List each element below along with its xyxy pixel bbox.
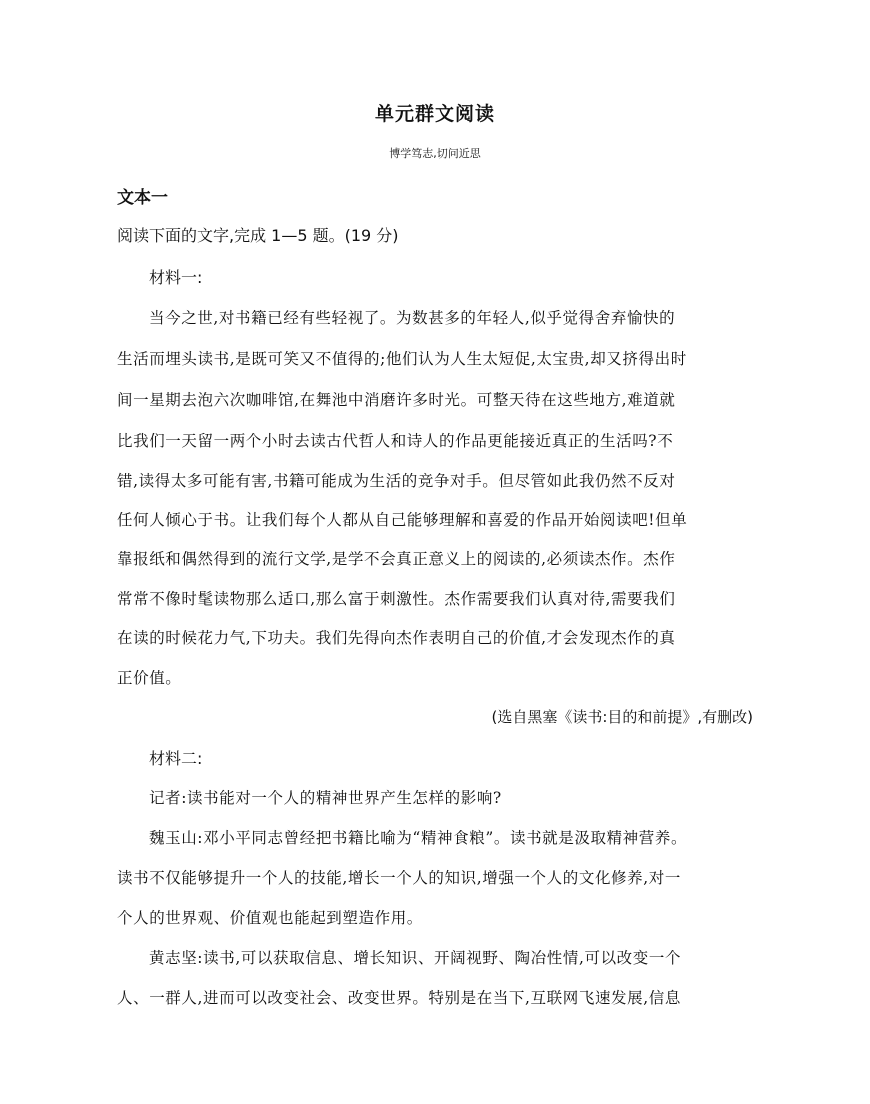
material-2-line: 个人的世界观、价值观也能起到塑造作用。 [117, 909, 423, 927]
material-1-line: 间一星期去泡六次咖啡馆,在舞池中消磨许多时光。可整天待在这些地方,难道就 [117, 391, 676, 409]
material-1-line: 常常不像时髦读物那么适口,那么富于刺激性。杰作需要我们认真对待,需要我们 [117, 590, 676, 608]
material-2-line: 魏玉山:邓小平同志曾经把书籍比喻为“精神食粮”。读书就是汲取精神营养。 [149, 829, 688, 847]
material-1-line: 在读的时候花力气,下功夫。我们先得向杰作表明自己的价值,才会发现杰作的真 [117, 629, 676, 647]
material-1-line: 任何人倾心于书。让我们每个人都从自己能够理解和喜爱的作品开始阅读吧!但单 [117, 511, 688, 529]
material-1-line: 生活而埋头读书,是既可笑又不值得的;他们认为人生太短促,太宝贵,却又挤得出时 [117, 350, 687, 368]
material-1-line: 当今之世,对书籍已经有些轻视了。为数甚多的年轻人,似乎觉得舍弃愉快的 [149, 309, 676, 327]
reading-instruction: 阅读下面的文字,完成 1—5 题。(19 分) [117, 226, 399, 245]
material-1-line: 比我们一天留一两个小时去读古代哲人和诗人的作品更能接近真正的生活吗?不 [117, 432, 674, 450]
page-subtitle: 博学笃志,切问近思 [389, 147, 481, 160]
material-1-line: 错,读得太多可能有害,书籍可能成为生活的竞争对手。但尽管如此我仍然不反对 [117, 472, 676, 490]
material-2-line: 记者:读书能对一个人的精神世界产生怎样的影响? [149, 789, 502, 807]
section-label: 文本一 [117, 188, 168, 208]
material-2-line: 人、一群人,进而可以改变社会、改变世界。特别是在当下,互联网飞速发展,信息 [117, 989, 681, 1007]
material-2-line: 黄志坚:读书,可以获取信息、增长知识、开阔视野、陶冶性情,可以改变一个 [149, 949, 682, 967]
material-1-source: (选自黑塞《读书:目的和前提》,有删改) [491, 708, 753, 726]
material-1-label: 材料一: [149, 268, 203, 287]
page-title: 单元群文阅读 [374, 103, 495, 125]
material-1-line: 正价值。 [117, 669, 182, 687]
material-2-line: 读书不仅能够提升一个人的技能,增长一个人的知识,增强一个人的文化修养,对一 [117, 869, 681, 887]
material-2-label: 材料二: [149, 749, 203, 768]
material-1-line: 靠报纸和偶然得到的流行文学,是学不会真正意义上的阅读的,必须读杰作。杰作 [117, 550, 676, 568]
